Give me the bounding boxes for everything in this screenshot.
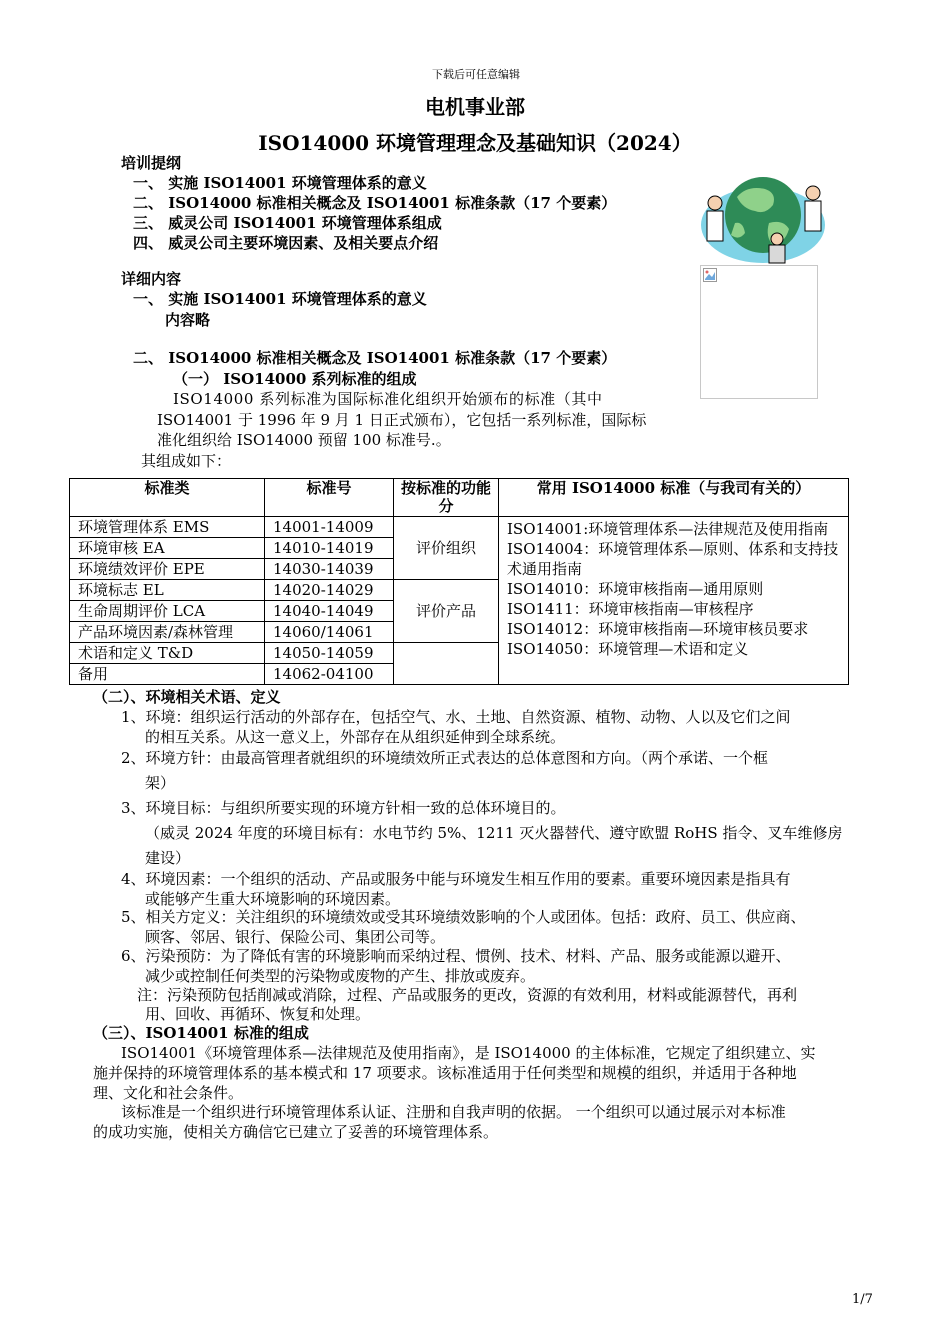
standards-table bbox=[69, 478, 849, 685]
table-cell: 环境标志 EL bbox=[70, 580, 265, 601]
composition-p2-line-2: 的成功实施，使相关方确信它已建立了妥善的环境管理体系。 bbox=[93, 1123, 499, 1141]
table-header: 按标准的功能分 bbox=[394, 479, 499, 517]
outline-item-3: 三、 威灵公司 ISO14001 环境管理体系组成 bbox=[133, 214, 442, 232]
section-1-body: 内容略 bbox=[165, 311, 211, 329]
composition-intro: 其组成如下： bbox=[141, 452, 232, 470]
term-4-line-1: 4、环境因素：一个组织的活动、产品或服务中能与环境发生相互作用的要素。重要环境因素是指具有 bbox=[121, 870, 791, 888]
outline-item-4: 四、 威灵公司主要环境因素、及相关要点介绍 bbox=[133, 234, 439, 252]
common-standards-cell bbox=[499, 517, 849, 685]
section-2-title: 二、 ISO14000 标准相关概念及 ISO14001 标准条款（17 个要素） bbox=[133, 349, 617, 367]
detail-heading: 详细内容 bbox=[121, 270, 182, 288]
globe-people-illustration bbox=[685, 163, 835, 268]
composition-p1-line-3: 理、文化和社会条件。 bbox=[93, 1084, 244, 1102]
function-eval-org: 评价组织 bbox=[394, 517, 499, 580]
outline-heading: 培训提纲 bbox=[121, 154, 182, 172]
series-paragraph-line-1: ISO14000 系列标准为国际标准化组织开始颁布的标准（其中 bbox=[173, 390, 603, 408]
common-standard: ISO14010：环境审核指南—通用原则 bbox=[507, 580, 764, 598]
common-standard: ISO14004：环境管理体系—原则、体系和支持技术通用指南 bbox=[507, 540, 839, 578]
term-5-line-1: 5、相关方定义：关注组织的环境绩效或受其环境绩效影响的个人或团体。包括：政府、员工、供应商、 bbox=[121, 908, 806, 926]
common-standard: ISO14012：环境审核指南—环境审核员要求 bbox=[507, 620, 809, 638]
table-header: 标准类 bbox=[70, 479, 265, 517]
table-cell: 14030-14039 bbox=[265, 559, 394, 580]
term-2-line-2: 架） bbox=[145, 774, 176, 792]
table-cell: 生命周期评价 LCA bbox=[70, 601, 265, 622]
table-cell: 术语和定义 T&D bbox=[70, 643, 265, 664]
section-1-title: 一、 实施 ISO14001 环境管理体系的意义 bbox=[133, 290, 427, 308]
table-header: 标准号 bbox=[265, 479, 394, 517]
table-cell: 14020-14029 bbox=[265, 580, 394, 601]
table-cell: 14010-14019 bbox=[265, 538, 394, 559]
department-title: 电机事业部 bbox=[425, 95, 525, 119]
table-cell: 环境审核 EA bbox=[70, 538, 265, 559]
table-row bbox=[70, 517, 849, 538]
table-header: 常用 ISO14000 标准（与我司有关的） bbox=[499, 479, 849, 517]
composition-p1-line-2: 施并保持的环境管理体系的基本模式和 17 项要求。该标准适用于任何类型和规模的组织，并适用于各种地 bbox=[93, 1064, 797, 1082]
common-standard: ISO14050：环境管理—术语和定义 bbox=[507, 640, 749, 658]
term-4-line-2: 或能够产生重大环境影响的环境因素。 bbox=[145, 890, 401, 908]
table-cell: 14040-14049 bbox=[265, 601, 394, 622]
table-cell: 14060/14061 bbox=[265, 622, 394, 643]
series-paragraph-line-3: 准化组织给 ISO14000 预留 100 标准号.。 bbox=[157, 431, 451, 449]
table-cell: 备用 bbox=[70, 664, 265, 685]
term-3-line-2: （威灵 2024 年度的环境目标有：水电节约 5%、1211 灭火器替代、遵守欧盟 RoHS 指令、叉车维修房 bbox=[145, 824, 843, 842]
note-line-2: 用、回收、再循环、恢复和处理。 bbox=[145, 1005, 371, 1023]
term-1-line-2: 的相互关系。从这一意义上，外部存在从组织延伸到全球系统。 bbox=[145, 728, 566, 746]
term-2-line-1: 2、环境方针：由最高管理者就组织的环境绩效所正式表达的总体意图和方向。（两个承诺、一个框 bbox=[121, 749, 769, 767]
common-standard: ISO1411：环境审核指南—审核程序 bbox=[507, 600, 754, 618]
term-1-line-1: 1、环境：组织运行活动的外部存在，包括空气、水、土地、自然资源、植物、动物、人以及它们之间 bbox=[121, 708, 791, 726]
term-3-line-1: 3、环境目标：与组织所要实现的环境方针相一致的总体环境目的。 bbox=[121, 799, 566, 817]
outline-item-1: 一、 实施 ISO14001 环境管理体系的意义 bbox=[133, 174, 427, 192]
table-cell: 产品环境因素/森林管理 bbox=[70, 622, 265, 643]
broken-image-icon bbox=[703, 268, 717, 282]
table-cell: 环境管理体系 EMS bbox=[70, 517, 265, 538]
composition-p1-line-1: ISO14001《环境管理体系—法律规范及使用指南》，是 ISO14000 的主体标准，它规定了组织建立、实 bbox=[121, 1044, 816, 1062]
common-standard: ISO14001:环境管理体系—法律规范及使用指南 bbox=[507, 520, 829, 538]
section-2-subtitle: （一） ISO14000 系列标准的组成 bbox=[173, 370, 417, 388]
series-paragraph-line-2: ISO14001 于 1996 年 9 月 1 日正式颁布），它包括一系列标准，国际标 bbox=[157, 411, 647, 429]
table-cell: 环境绩效评价 EPE bbox=[70, 559, 265, 580]
table-header-row bbox=[70, 479, 849, 517]
table-cell: 14062-04100 bbox=[265, 664, 394, 685]
term-6-line-2: 减少或控制任何类型的污染物或废物的产生、排放或废弃。 bbox=[145, 967, 536, 985]
composition-heading: （三）、ISO14001 标准的组成 bbox=[93, 1024, 309, 1042]
table-cell: 14050-14059 bbox=[265, 643, 394, 664]
outline-item-2: 二、 ISO14000 标准相关概念及 ISO14001 标准条款（17 个要素） bbox=[133, 194, 617, 212]
term-3-line-3: 建设） bbox=[145, 849, 191, 867]
page-number: 1/7 bbox=[852, 1292, 873, 1307]
term-6-line-1: 6、污染预防：为了降低有害的环境影响而采纳过程、惯例、技术、材料、产品、服务或能源以避开、 bbox=[121, 947, 791, 965]
note-line-1: 注：污染预防包括削减或消除，过程、产品或服务的更改，资源的有效利用，材料或能源替代，再利 bbox=[137, 986, 798, 1004]
table-cell-empty bbox=[394, 643, 499, 685]
term-5-line-2: 顾客、邻居、银行、保险公司、集团公司等。 bbox=[145, 928, 446, 946]
image-placeholder bbox=[700, 265, 818, 399]
function-eval-product: 评价产品 bbox=[394, 580, 499, 643]
table-cell: 14001-14009 bbox=[265, 517, 394, 538]
composition-p2-line-1: 该标准是一个组织进行环境管理体系认证、注册和自我声明的依据。 一个组织可以通过展示对本标准 bbox=[121, 1103, 786, 1121]
document-title: ISO14000 环境管理理念及基础知识（2024） bbox=[258, 131, 692, 155]
download-note: 下载后可任意编辑 bbox=[432, 68, 520, 81]
terms-heading: （二）、环境相关术语、定义 bbox=[93, 688, 281, 706]
